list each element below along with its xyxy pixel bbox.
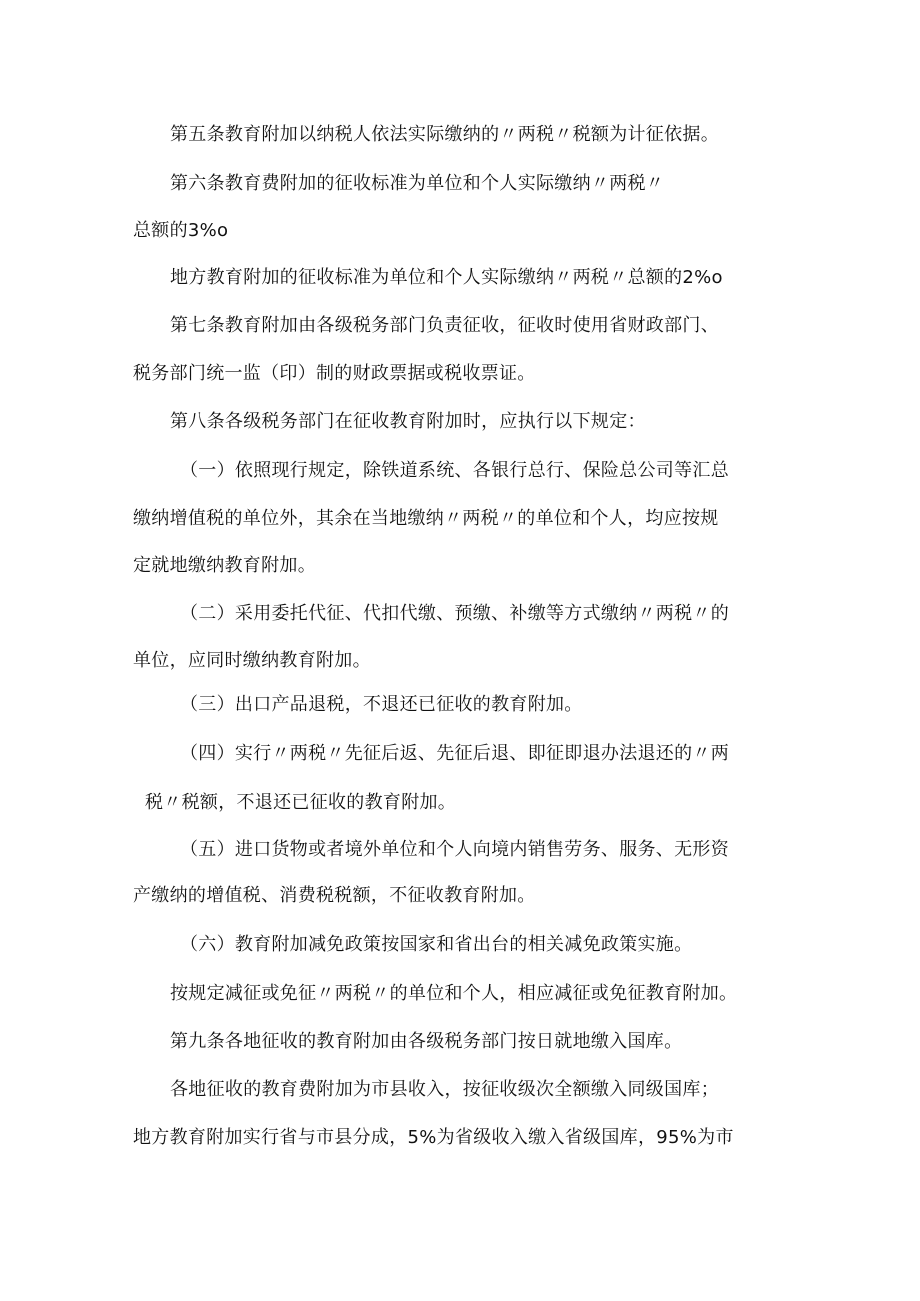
article-6-line-1: 第六条教育费附加的征收标准为单位和个人实际缴纳〃两税〃	[170, 173, 665, 194]
revenue-allocation-line-1: 各地征收的教育费附加为市县收入，按征收级次全额缴入同级国库；	[170, 1079, 719, 1100]
local-education-rate-line: 地方教育附加的征收标准为单位和个人实际缴纳〃两税〃总额的2%o	[170, 267, 723, 288]
article-6-line-2: 总额的3%o	[133, 220, 229, 241]
item-4-line-2: 税〃税额，不退还已征收的教育附加。	[145, 792, 457, 813]
article-5-line: 第五条教育附加以纳税人依法实际缴纳的〃两税〃税额为计征依据。	[170, 124, 719, 145]
article-7-line-2: 税务部门统一监（印）制的财政票据或税收票证。	[133, 363, 536, 384]
article-7-line-1: 第七条教育附加由各级税务部门负责征收，征收时使用省财政部门、	[170, 315, 719, 336]
item-4-line-1: （四）实行〃两税〃先征后返、先征后退、即征即退办法退还的〃两	[180, 743, 729, 764]
item-3-line: （三）出口产品退税，不退还已征收的教育附加。	[180, 694, 583, 715]
item-1-line-1: （一）依照现行规定，除铁道系统、各银行总行、保险总公司等汇总	[180, 460, 729, 481]
item-5-line-2: 产缴纳的增值税、消费税税额，不征收教育附加。	[133, 885, 536, 906]
item-2-line-2: 单位，应同时缴纳教育附加。	[133, 650, 371, 671]
item-5-line-1: （五）进口货物或者境外单位和个人向境内销售劳务、服务、无形资	[180, 839, 729, 860]
item-1-line-2: 缴纳增值税的单位外，其余在当地缴纳〃两税〃的单位和个人，均应按规	[133, 508, 719, 529]
revenue-allocation-line-2: 地方教育附加实行省与市县分成，5%为省级收入缴入省级国库，95%为市	[133, 1127, 734, 1148]
item-6-line: （六）教育附加减免政策按国家和省出台的相关减免政策实施。	[180, 934, 693, 955]
item-1-line-3: 定就地缴纳教育附加。	[133, 555, 316, 576]
item-2-line-1: （二）采用委托代征、代扣代缴、预缴、补缴等方式缴纳〃两税〃的	[180, 603, 729, 624]
article-8-heading: 第八条各级税务部门在征收教育附加时，应执行以下规定：	[170, 411, 646, 432]
article-9-line: 第九条各地征收的教育附加由各级税务部门按日就地缴入国库。	[170, 1031, 683, 1052]
reduction-exemption-line: 按规定减征或免征〃两税〃的单位和个人，相应减征或免征教育附加。	[170, 983, 738, 1004]
